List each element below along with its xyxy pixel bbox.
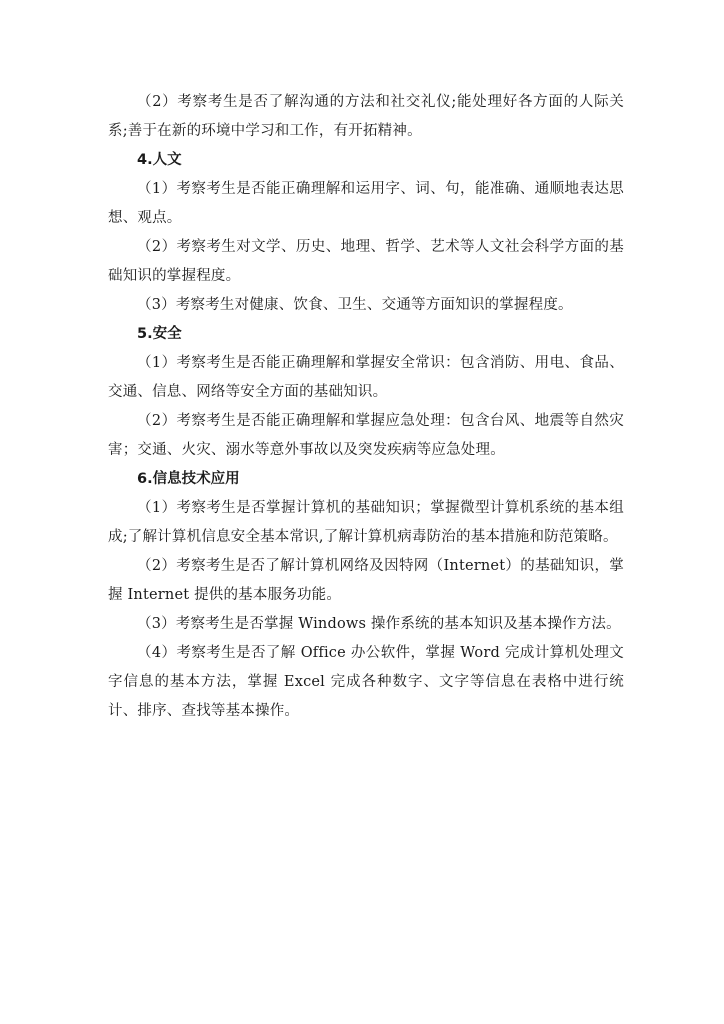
paragraph-safety-2: （2）考察考生是否能正确理解和掌握应急处理：包含台风、地震等自然灾害；交通、火灾、溺水等意外事故以及突发疾病等应急处理。 xyxy=(108,413,624,458)
paragraph-humanities-2: （2）考察考生对文学、历史、地理、哲学、艺术等人文社会科学方面的基础知识的掌握程度。 xyxy=(108,239,624,284)
section-heading-humanities: 4.人文 xyxy=(137,152,182,168)
section-heading-it-application: 6.信息技术应用 xyxy=(137,471,240,487)
paragraph-humanities-1: （1）考察考生是否能正确理解和运用字、词、句，能准确、通顺地表达思想、观点。 xyxy=(108,181,624,226)
paragraph-it-3: （3）考察考生是否掌握 Windows 操作系统的基本知识及基本操作方法。 xyxy=(137,616,621,632)
paragraph-it-1: （1）考察考生是否掌握计算机的基础知识；掌握微型计算机系统的基本组成;了解计算机信息安全基本常识,了解计算机病毒防治的基本措施和防范策略。 xyxy=(108,500,624,545)
paragraph-safety-1: （1）考察考生是否能正确理解和掌握安全常识：包含消防、用电、食品、交通、信息、网络等安全方面的基础知识。 xyxy=(108,355,624,400)
document-page xyxy=(108,88,624,726)
paragraph-humanities-3: （3）考察考生对健康、饮食、卫生、交通等方面知识的掌握程度。 xyxy=(137,297,573,313)
paragraph-it-4: （4）考察考生是否了解 Office 办公软件，掌握 Word 完成计算机处理文字信息的基本方法，掌握 Excel 完成各种数字、文字等信息在表格中进行统计、排序、查找等基本操作。 xyxy=(108,645,624,719)
paragraph-it-2: （2）考察考生是否了解计算机网络及因特网（Internet）的基础知识，掌握 Internet 提供的基本服务功能。 xyxy=(108,558,624,603)
paragraph-social-etiquette: （2）考察考生是否了解沟通的方法和社交礼仪;能处理好各方面的人际关系;善于在新的环境中学习和工作，有开拓精神。 xyxy=(108,94,624,139)
section-heading-safety: 5.安全 xyxy=(137,326,182,342)
